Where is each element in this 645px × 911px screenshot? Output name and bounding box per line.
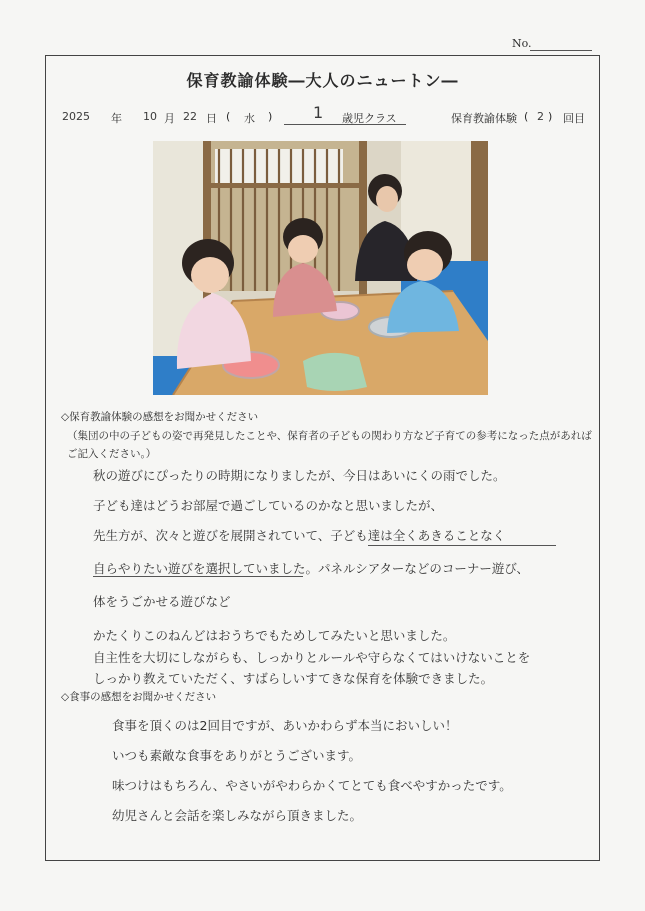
age-unit: 歳児クラス bbox=[342, 112, 397, 125]
meal-answer-line-4: 幼児さんと会話を楽しみながら頂きました。 bbox=[112, 808, 363, 823]
year-unit: 年 bbox=[111, 112, 122, 125]
month-value: 10 bbox=[143, 110, 157, 123]
meal-answer-line-2: いつも素敵な食事をありがとうございます。 bbox=[112, 748, 362, 763]
meal-answer-line-3: 味つけはもちろん、やさいがやわらかくてとても食べやすかったです。 bbox=[112, 778, 512, 793]
day-value: 22 bbox=[183, 110, 197, 123]
month-unit: 月 bbox=[164, 112, 175, 125]
count-open: ( bbox=[524, 110, 529, 123]
count-value: 2 bbox=[537, 110, 544, 123]
year-value: 2025 bbox=[62, 110, 90, 123]
count-close: ) bbox=[548, 110, 553, 123]
experience-answer-line-1: 秋の遊びにぴったりの時期になりましたが、今日はあいにくの雨でした。 bbox=[93, 468, 506, 483]
experience-underline-2 bbox=[93, 576, 303, 577]
question-experience-note-1: （集団の中の子どもの姿で再発見したことや、保育者の子どもの関わり方など子育ての参考になった点があれば bbox=[67, 430, 592, 442]
meal-answer-line-1: 食事を頂くのは2回目ですが、あいかわらず本当においしい！ bbox=[112, 718, 458, 733]
experience-answer-line-5: 体をうごかせる遊びなど bbox=[93, 594, 231, 609]
question-meal: ◇食事の感想をお聞かせください bbox=[61, 691, 217, 703]
experience-answer-line-8: しっかり教えていただく、すばらしいすてきな保育を体験できました。 bbox=[93, 671, 494, 686]
page-title: 保育教諭体験―大人のニュートン― bbox=[186, 71, 459, 90]
experience-answer-line-2: 子ども達はどうお部屋で過ごしているのかなと思いましたが、 bbox=[93, 498, 444, 513]
count-label: 保育教諭体験 bbox=[451, 112, 517, 125]
experience-answer-line-7: 自主性を大切にしながらも、しっかりとルールや守らなくてはいけないことを bbox=[93, 650, 531, 665]
weekday-value: 水 bbox=[244, 112, 255, 125]
classroom-photo-illustration bbox=[153, 141, 488, 395]
number-underline bbox=[530, 50, 592, 51]
classroom-photo bbox=[153, 141, 488, 395]
experience-answer-line-3: 先生方が、次々と遊びを展開されていて、子ども達は全くあきることなく bbox=[93, 528, 506, 543]
age-underline bbox=[284, 124, 406, 125]
day-unit: 日 bbox=[206, 112, 217, 125]
weekday-close: ) bbox=[268, 110, 273, 123]
experience-answer-line-4: 自らやりたい遊びを選択していました。パネルシアターなどのコーナー遊び、 bbox=[93, 561, 529, 576]
experience-underline-1 bbox=[368, 545, 556, 546]
experience-answer-line-6: かたくりこのねんどはおうちでもためしてみたいと思いました。 bbox=[93, 628, 456, 643]
question-experience: ◇保育教諭体験の感想をお聞かせください bbox=[61, 411, 259, 423]
count-unit: 回目 bbox=[563, 112, 585, 125]
weekday-open: ( bbox=[226, 110, 231, 123]
number-label: No. bbox=[512, 37, 532, 50]
age-value: 1 bbox=[313, 103, 324, 122]
question-experience-note-2: ご記入ください。） bbox=[67, 448, 157, 460]
